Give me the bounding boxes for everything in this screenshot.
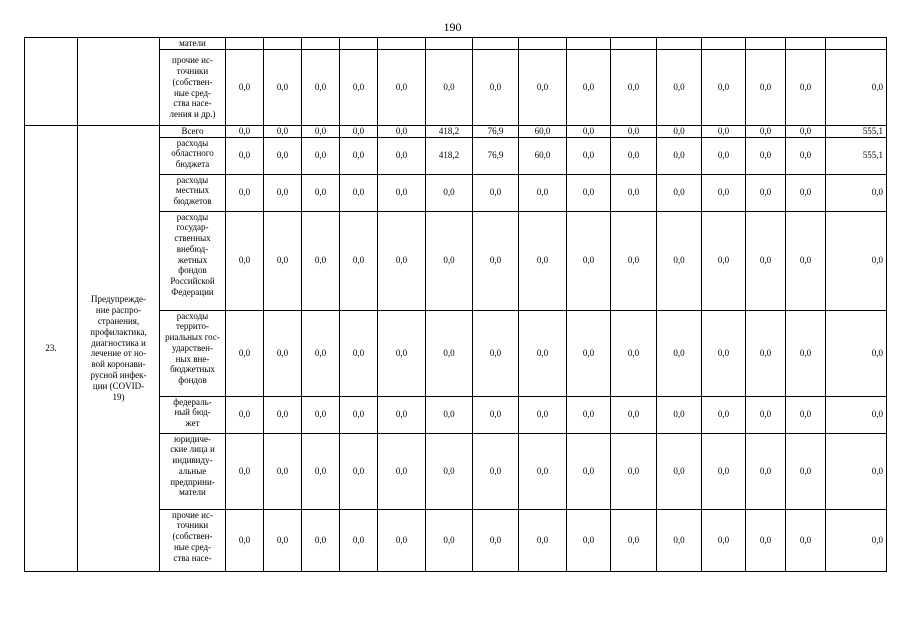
value-cell: 0,0 — [302, 433, 340, 509]
value-cell: 0,0 — [302, 396, 340, 433]
value-cell: 0,0 — [473, 174, 519, 211]
value-cell — [746, 38, 786, 50]
value-cell: 76,9 — [473, 137, 519, 174]
value-cell: 418,2 — [426, 137, 473, 174]
row-name-cell — [78, 38, 160, 126]
value-cell: 60,0 — [519, 137, 567, 174]
value-cell: 0,0 — [567, 509, 611, 571]
value-cell: 0,0 — [826, 50, 887, 126]
value-cell: 0,0 — [746, 137, 786, 174]
value-cell: 0,0 — [746, 174, 786, 211]
value-cell: 0,0 — [378, 310, 426, 396]
value-cell: 0,0 — [702, 396, 746, 433]
value-cell: 0,0 — [657, 396, 702, 433]
value-cell: 0,0 — [826, 396, 887, 433]
value-cell — [473, 38, 519, 50]
value-cell — [302, 38, 340, 50]
source-cell: расходы террито- риальных гос- ударствен- ных вне- бюджетных фондов — [160, 310, 226, 396]
value-cell: 0,0 — [340, 509, 378, 571]
value-cell: 0,0 — [786, 509, 826, 571]
value-cell: 0,0 — [378, 396, 426, 433]
value-cell: 0,0 — [340, 433, 378, 509]
value-cell: 0,0 — [264, 509, 302, 571]
value-cell: 0,0 — [264, 211, 302, 310]
value-cell: 76,9 — [473, 126, 519, 138]
value-cell: 0,0 — [226, 126, 264, 138]
value-cell: 0,0 — [702, 310, 746, 396]
value-cell: 0,0 — [746, 509, 786, 571]
value-cell: 0,0 — [567, 137, 611, 174]
source-cell: матели — [160, 38, 226, 50]
value-cell: 0,0 — [611, 50, 657, 126]
value-cell: 0,0 — [264, 310, 302, 396]
value-cell: 0,0 — [426, 50, 473, 126]
value-cell: 0,0 — [426, 396, 473, 433]
source-cell: федераль- ный бюд- жет — [160, 396, 226, 433]
value-cell: 0,0 — [302, 126, 340, 138]
value-cell — [378, 38, 426, 50]
value-cell: 0,0 — [302, 310, 340, 396]
value-cell: 0,0 — [746, 211, 786, 310]
value-cell: 0,0 — [702, 50, 746, 126]
value-cell: 0,0 — [567, 50, 611, 126]
section-number: 23. — [25, 126, 78, 572]
value-cell: 0,0 — [264, 433, 302, 509]
value-cell: 0,0 — [657, 126, 702, 138]
value-cell: 0,0 — [611, 509, 657, 571]
value-cell: 0,0 — [786, 211, 826, 310]
value-cell — [786, 38, 826, 50]
value-cell: 0,0 — [226, 509, 264, 571]
value-cell: 0,0 — [567, 310, 611, 396]
value-cell: 0,0 — [426, 509, 473, 571]
value-cell: 0,0 — [657, 310, 702, 396]
value-cell: 0,0 — [611, 174, 657, 211]
value-cell: 0,0 — [702, 509, 746, 571]
value-cell: 0,0 — [786, 126, 826, 138]
value-cell: 0,0 — [702, 174, 746, 211]
value-cell — [226, 38, 264, 50]
value-cell: 0,0 — [264, 126, 302, 138]
page-number: 190 — [443, 20, 462, 34]
value-cell: 0,0 — [702, 126, 746, 138]
value-cell: 0,0 — [657, 50, 702, 126]
value-cell: 0,0 — [519, 433, 567, 509]
value-cell: 555,1 — [826, 126, 887, 138]
value-cell: 0,0 — [302, 137, 340, 174]
value-cell: 0,0 — [702, 137, 746, 174]
value-cell: 0,0 — [786, 50, 826, 126]
value-cell: 0,0 — [340, 396, 378, 433]
budget-table — [24, 37, 887, 572]
section-name: Предупрежде- ние распро- странения, профилактика, диагностика и лечение от но- вой коронави- русной инфек- ции (COVID- 19) — [78, 126, 160, 572]
value-cell: 0,0 — [226, 174, 264, 211]
table-row — [25, 126, 887, 138]
value-cell: 0,0 — [226, 310, 264, 396]
value-cell: 0,0 — [426, 310, 473, 396]
value-cell: 0,0 — [657, 137, 702, 174]
value-cell: 555,1 — [826, 137, 887, 174]
value-cell: 0,0 — [611, 137, 657, 174]
value-cell: 0,0 — [226, 211, 264, 310]
table-row — [25, 38, 887, 50]
value-cell: 0,0 — [702, 433, 746, 509]
value-cell: 0,0 — [302, 509, 340, 571]
value-cell: 0,0 — [473, 50, 519, 126]
value-cell: 0,0 — [567, 433, 611, 509]
value-cell: 0,0 — [264, 174, 302, 211]
value-cell: 0,0 — [426, 433, 473, 509]
value-cell: 0,0 — [340, 126, 378, 138]
value-cell: 0,0 — [611, 396, 657, 433]
value-cell: 0,0 — [746, 126, 786, 138]
value-cell: 0,0 — [657, 211, 702, 310]
value-cell: 0,0 — [302, 174, 340, 211]
value-cell: 0,0 — [826, 174, 887, 211]
value-cell: 0,0 — [226, 396, 264, 433]
value-cell: 0,0 — [340, 211, 378, 310]
source-cell: Всего — [160, 126, 226, 138]
value-cell: 0,0 — [611, 126, 657, 138]
value-cell: 0,0 — [226, 433, 264, 509]
source-cell: расходы местных бюджетов — [160, 174, 226, 211]
source-cell: расходы государ- ственных внебюд- жетных фондов Российской Федерации — [160, 211, 226, 310]
value-cell: 0,0 — [473, 396, 519, 433]
value-cell: 0,0 — [378, 174, 426, 211]
value-cell: 0,0 — [786, 433, 826, 509]
value-cell — [567, 38, 611, 50]
value-cell: 0,0 — [786, 310, 826, 396]
value-cell: 0,0 — [378, 433, 426, 509]
value-cell: 0,0 — [519, 211, 567, 310]
value-cell: 0,0 — [378, 126, 426, 138]
row-number-cell — [25, 38, 78, 126]
value-cell: 0,0 — [473, 310, 519, 396]
source-cell: расходы областного бюджета — [160, 137, 226, 174]
value-cell: 0,0 — [226, 50, 264, 126]
value-cell: 0,0 — [746, 433, 786, 509]
value-cell: 0,0 — [264, 396, 302, 433]
value-cell — [702, 38, 746, 50]
value-cell: 0,0 — [519, 509, 567, 571]
value-cell — [611, 38, 657, 50]
value-cell: 0,0 — [378, 50, 426, 126]
value-cell: 0,0 — [340, 174, 378, 211]
value-cell: 0,0 — [826, 211, 887, 310]
value-cell: 0,0 — [567, 126, 611, 138]
value-cell: 0,0 — [567, 211, 611, 310]
value-cell: 0,0 — [302, 211, 340, 310]
value-cell: 0,0 — [473, 433, 519, 509]
value-cell: 0,0 — [567, 396, 611, 433]
value-cell: 0,0 — [657, 174, 702, 211]
value-cell: 418,2 — [426, 126, 473, 138]
value-cell: 0,0 — [611, 211, 657, 310]
source-cell: юридиче- ские лица и индивиду- альные предприни- матели — [160, 433, 226, 509]
value-cell: 0,0 — [826, 509, 887, 571]
source-cell: прочие ис- точники (собствен- ные сред- ства насе- — [160, 509, 226, 571]
value-cell: 0,0 — [519, 50, 567, 126]
value-cell: 0,0 — [826, 433, 887, 509]
value-cell: 0,0 — [378, 509, 426, 571]
value-cell: 0,0 — [226, 137, 264, 174]
value-cell: 0,0 — [340, 310, 378, 396]
value-cell: 0,0 — [302, 50, 340, 126]
source-cell: прочие ис- точники (собствен- ные сред- ства насе- ления и др.) — [160, 50, 226, 126]
value-cell — [657, 38, 702, 50]
value-cell: 0,0 — [746, 50, 786, 126]
value-cell — [340, 38, 378, 50]
value-cell: 0,0 — [786, 174, 826, 211]
value-cell: 0,0 — [519, 396, 567, 433]
value-cell: 0,0 — [611, 433, 657, 509]
value-cell: 0,0 — [702, 211, 746, 310]
value-cell: 0,0 — [567, 174, 611, 211]
value-cell: 0,0 — [786, 137, 826, 174]
value-cell: 0,0 — [473, 509, 519, 571]
value-cell: 0,0 — [264, 50, 302, 126]
value-cell: 0,0 — [519, 174, 567, 211]
value-cell — [426, 38, 473, 50]
value-cell: 0,0 — [426, 174, 473, 211]
value-cell: 0,0 — [786, 396, 826, 433]
value-cell: 0,0 — [746, 310, 786, 396]
value-cell: 0,0 — [519, 310, 567, 396]
value-cell: 0,0 — [426, 211, 473, 310]
value-cell — [264, 38, 302, 50]
value-cell — [519, 38, 567, 50]
value-cell — [826, 38, 887, 50]
value-cell: 60,0 — [519, 126, 567, 138]
value-cell: 0,0 — [746, 396, 786, 433]
value-cell: 0,0 — [340, 137, 378, 174]
value-cell: 0,0 — [826, 310, 887, 396]
value-cell: 0,0 — [340, 50, 378, 126]
value-cell: 0,0 — [378, 137, 426, 174]
value-cell: 0,0 — [264, 137, 302, 174]
value-cell: 0,0 — [611, 310, 657, 396]
value-cell: 0,0 — [657, 433, 702, 509]
value-cell: 0,0 — [473, 211, 519, 310]
value-cell: 0,0 — [378, 211, 426, 310]
value-cell: 0,0 — [657, 509, 702, 571]
